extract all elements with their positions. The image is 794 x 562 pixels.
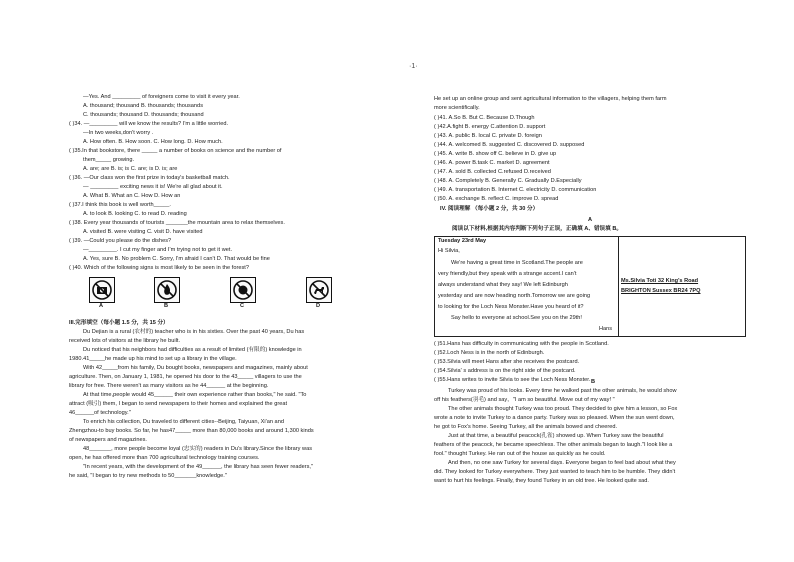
reading-instruction: 阅读以下材料,根据其内容判断下列句子正误，正确填 A、错误填 B。 bbox=[452, 226, 623, 232]
cloze-line: To enrich his collection, Du traveled to different cities--Beijing, Taiyuan, Xi'an and bbox=[83, 419, 284, 425]
postcard-body-line: to looking for the Loch Ness Monster.Have you heard of it? bbox=[438, 304, 584, 310]
passage-b-line: off his feathers(羽毛) and say，"I am so beautiful. Move out of my way! " bbox=[434, 397, 615, 403]
cloze-line: agriculture. Then, on January 1, 1981, he opened his door to the 43_____ villagers to use the bbox=[69, 374, 302, 380]
cloze-line: of newspapers and magazines. bbox=[69, 437, 147, 443]
postcard-greeting: Hi Silvia, bbox=[438, 248, 460, 254]
passage-b-line: Turkey was proud of his looks. Every time he walked past the other animals, he would show bbox=[448, 388, 677, 394]
cloze-continued: more scientifically. bbox=[434, 105, 480, 111]
q33-options-cd: C. thousands; thousand D. thousands; thousand bbox=[83, 112, 204, 118]
postcard-body-line: We're having a great time in Scotland.The people are bbox=[451, 260, 583, 266]
cloze-line: Du noticed that his neighbors had difficulties as a result of limited (有限的) knowledge in bbox=[83, 347, 302, 353]
no-fire-icon bbox=[155, 278, 179, 302]
option-row: ( )42.A.fight B. energy C.attention D. support bbox=[434, 124, 546, 130]
postcard bbox=[434, 236, 746, 337]
q36-reply: — _________ exciting news it is! We're all glad about it. bbox=[83, 184, 223, 190]
cloze-line: attract (吸引) them, I began to send newspapers to their homes and explained the great bbox=[69, 401, 288, 407]
option-row: ( )49. A. transportation B. Internet C. electricity D. communication bbox=[434, 187, 597, 193]
option-row: ( )48. A. Completely B. Generally C. Gradually D.Especially bbox=[434, 178, 582, 184]
cloze-continued: He set up an online group and sent agricultural information to the villagers, helping them farm bbox=[434, 96, 667, 102]
cloze-line: "In recent years, with the development of the 49______, the library has seen fewer readers," bbox=[83, 464, 314, 470]
no-dogs-sign bbox=[306, 277, 332, 303]
option-row: ( )47. A. sold B. collected C.refused D.received bbox=[434, 169, 551, 175]
passage-b-line: Just at that time, a beautiful peacock(孔雀) showed up. When Turkey saw the beautiful bbox=[448, 433, 664, 439]
option-row: ( )46. A. power B.task C. market D. agreement bbox=[434, 160, 550, 166]
sign-label-b: B bbox=[164, 303, 169, 309]
q34-options: A. How often. B. How soon. C. How long. D. How much. bbox=[83, 139, 223, 145]
passage-b-line: And then, no one saw Turkey for several days. Everyone began to feel bad about what they bbox=[448, 460, 676, 466]
cloze-line: Du Dejian is a rural (农村的) teacher who is in his sixties. Over the past 40 years, Du has bbox=[83, 329, 305, 335]
q35-stem-continued: them_____ growing. bbox=[83, 157, 135, 163]
cloze-line: 48_______, more people become loyal (忠实的) readers in Du's library.Since the library was bbox=[83, 446, 313, 452]
part-b-label: B bbox=[591, 379, 596, 385]
cloze-line: received lots of visitors at the library he built. bbox=[69, 338, 181, 344]
cloze-line: Zhengzhou-to buy books. So far, he has47_____ more than 80,000 books and around 1,300 kinds bbox=[69, 428, 314, 434]
passage-b-line: The other animals thought Turkey was too proud. They decided to give him a lesson, so Fox bbox=[448, 406, 678, 412]
q39-stem: ( )39. —Could you please do the dishes? bbox=[69, 238, 172, 244]
no-ball-games-sign bbox=[230, 277, 256, 303]
tf-question: ( )55.Hans writes to invite Silvia to see the Loch Ness Monster. bbox=[434, 377, 591, 383]
no-dog-icon bbox=[307, 278, 331, 302]
tf-question: ( )52.Loch Ness is in the north of Edinburgh. bbox=[434, 350, 545, 356]
sign-label-c: C bbox=[240, 303, 245, 309]
q38-stem: ( )38. Every year thousands of tourists _______the mountain area to relax themselves. bbox=[69, 220, 285, 226]
cloze-line: open, he has offered more than 700 agricultural technology training courses. bbox=[69, 455, 260, 461]
part-a-label: A bbox=[588, 217, 593, 223]
option-row: ( )41. A.So B. But C. Because D.Though bbox=[434, 115, 535, 121]
option-row: ( )50. A. exchange B. reflect C. improve D. spread bbox=[434, 196, 559, 202]
section-iii-title: III.完形填空（每小题 1.5 分，共 15 分） bbox=[69, 320, 169, 326]
passage-b-line: feathers of the peacock, he became speechless. The other animals began to laugh."I look like a bbox=[434, 442, 673, 448]
passage-b-line: did. They looked for Turkey everywhere. They just wanted to teach him to be humble. They didn't bbox=[434, 469, 676, 475]
q39-reply: —_________. I cut my finger and I'm trying not to get it wet. bbox=[83, 247, 233, 253]
postcard-signature: Hans bbox=[599, 326, 613, 332]
q36-options: A. What B. What an C. How D. How an bbox=[83, 193, 181, 199]
postcard-address-line: Ms.Silvia Toti 32 King's Road bbox=[621, 278, 699, 284]
page-mark: ·1· bbox=[409, 63, 418, 70]
passage-b-line: wrote a note to invite Turkey to a dance party. Turkey was so pleased. When the sun went down, bbox=[434, 415, 675, 421]
option-row: ( )43. A. public B. local C. private D. foreign bbox=[434, 133, 542, 139]
section-iv-title: IV. 阅读理解 （每小题 2 分，共 30 分） bbox=[440, 206, 539, 212]
sign-label-d: D bbox=[316, 303, 321, 309]
cloze-line: he said, "I began to try new methods to 50_______knowledge." bbox=[69, 473, 227, 479]
q33-options-ab: A. thousand; thousand B. thousands; thousands bbox=[83, 103, 204, 109]
cloze-line: 1980.41_____he made up his mind to set up a library in the village. bbox=[69, 356, 237, 362]
q35-options: A. are; are B. is; is C. are; is D. is; are bbox=[83, 166, 178, 172]
passage-b-line: want to hurt his feelings. Finally, they found Turkey in an old tree. He looked quite sad. bbox=[434, 478, 649, 484]
q37-stem: ( )37.I think this book is well worth_____. bbox=[69, 202, 171, 208]
q40-stem: ( )40. Which of the following signs is most likely to be seen in the forest? bbox=[69, 265, 249, 271]
sign-label-a: A bbox=[99, 303, 104, 309]
passage-b-line: fool." thought Turkey. He ran out of the house as quickly as he could. bbox=[434, 451, 606, 457]
postcard-body-line: very friendly,but they speak with a strange accent.I can't bbox=[438, 271, 577, 277]
q38-options: A. visited B. were visiting C. visit D. have visited bbox=[83, 229, 203, 235]
cloze-line: With 42_____from his family, Du bought books, newspapers and magazines, mainly about bbox=[83, 365, 308, 371]
postcard-divider bbox=[618, 237, 619, 336]
postcard-body-line: Say hello to everyone at school.See you on the 29th! bbox=[451, 315, 582, 321]
tf-question: ( )54.Silvia' s address is on the right side of the postcard. bbox=[434, 368, 576, 374]
q34-reply: —In two weeks,don't worry . bbox=[83, 130, 154, 136]
tf-question: ( )51.Hans has difficulty in communicating with the people in Scotland. bbox=[434, 341, 609, 347]
cloze-line: 46______of technology." bbox=[69, 410, 131, 416]
postcard-date: Tuesday 23rd May bbox=[438, 238, 487, 244]
q34-stem: ( )34. —_________ will we know the results? I'm a little worried. bbox=[69, 121, 229, 127]
postcard-address-line: BRIGHTON Sussex BR24 7PQ bbox=[621, 288, 701, 294]
q33-stem-continued: —Yes. And _________ of foreigners come to visit it every year. bbox=[83, 94, 240, 100]
tf-question: ( )53.Silvia will meet Hans after she receives the postcard. bbox=[434, 359, 580, 365]
cloze-line: library for free. There weren't as many visitors as he 44______ at the beginning. bbox=[69, 383, 269, 389]
passage-b-line: he got to Fox's home. Seeing Turkey, all the animals bowed and cheered. bbox=[434, 424, 618, 430]
option-row: ( )45. A. write B. show off C. believe in D. give up bbox=[434, 151, 557, 157]
q35-stem: ( )35.In that bookstore, there _____ a number of books on science and the number of bbox=[69, 148, 282, 154]
no-camera-icon bbox=[90, 278, 114, 302]
no-fire-sign bbox=[154, 277, 180, 303]
postcard-body-line: yesterday and are now heading north.Tomorrow we are going bbox=[438, 293, 591, 299]
cloze-line: At that time,people would 45______ their own experience rather than books," he said. "To bbox=[83, 392, 307, 398]
postcard-body-line: always understand what they say! We left Edinburgh bbox=[438, 282, 568, 288]
no-ball-icon bbox=[231, 278, 255, 302]
q39-options: A. Yes, sure B. No problem C. Sorry, I'm afraid I can't D. That would be fine bbox=[83, 256, 270, 262]
q37-options: A. to look B. looking C. to read D. reading bbox=[83, 211, 187, 217]
q36-stem: ( )36. —Our class won the first prize in today's basketball match. bbox=[69, 175, 230, 181]
no-camera-sign bbox=[89, 277, 115, 303]
option-row: ( )44. A. welcomed B. suggested C. discovered D. supposed bbox=[434, 142, 585, 148]
